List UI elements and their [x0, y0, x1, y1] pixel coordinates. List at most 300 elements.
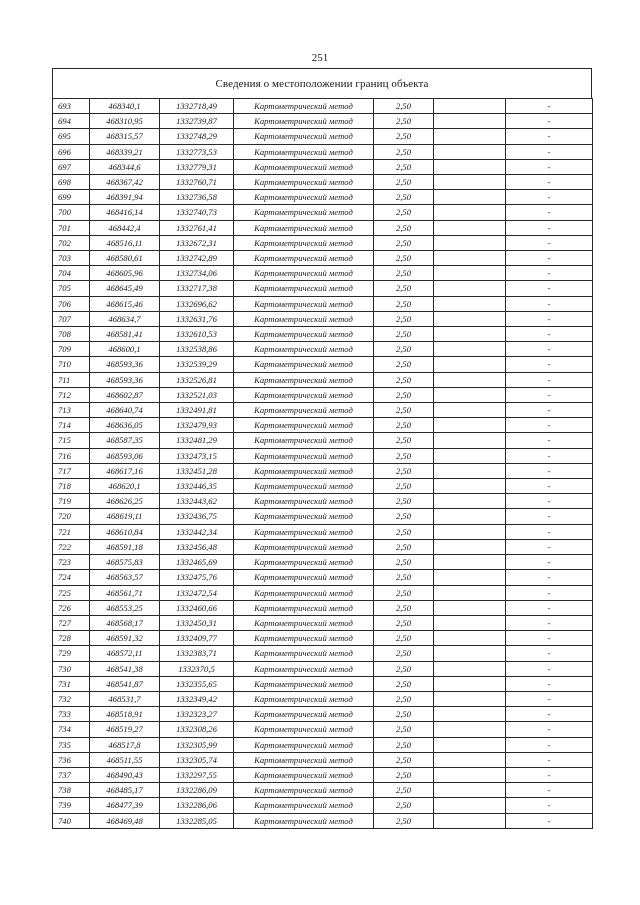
coordinate-y: 1332526,81 [160, 372, 234, 387]
coordinate-y: 1332631,76 [160, 311, 234, 326]
table-row [53, 311, 593, 326]
coordinate-x: 468469,48 [90, 813, 160, 828]
coordinate-y: 1332734,06 [160, 266, 234, 281]
coordinate-x: 468593,36 [90, 372, 160, 387]
description-cell: - [506, 220, 593, 235]
coordinate-x: 468367,42 [90, 175, 160, 190]
determination-method: Картометрический метод [234, 372, 374, 387]
coordinate-y: 1332475,76 [160, 570, 234, 585]
description-cell: - [506, 631, 593, 646]
coordinate-x: 468575,83 [90, 555, 160, 570]
determination-method: Картометрический метод [234, 615, 374, 630]
description-cell: - [506, 418, 593, 433]
determination-method: Картометрический метод [234, 433, 374, 448]
determination-method: Картометрический метод [234, 752, 374, 767]
table-row [53, 175, 593, 190]
description-cell: - [506, 752, 593, 767]
boundary-table-frame [52, 68, 592, 829]
empty-cell [434, 676, 506, 691]
accuracy-value: 2,50 [374, 448, 434, 463]
coordinate-x: 468518,91 [90, 707, 160, 722]
empty-cell [434, 798, 506, 813]
table-row [53, 448, 593, 463]
point-number: 733 [53, 707, 90, 722]
description-cell: - [506, 798, 593, 813]
coordinate-y: 1332465,69 [160, 555, 234, 570]
determination-method: Картометрический метод [234, 661, 374, 676]
point-number: 699 [53, 190, 90, 205]
coordinate-y: 1332718,49 [160, 99, 234, 114]
coordinate-y: 1332436,75 [160, 509, 234, 524]
coordinate-y: 1332383,71 [160, 646, 234, 661]
coordinate-x: 468617,16 [90, 463, 160, 478]
table-row [53, 114, 593, 129]
table-row [53, 737, 593, 752]
accuracy-value: 2,50 [374, 129, 434, 144]
table-row [53, 646, 593, 661]
empty-cell [434, 539, 506, 554]
empty-cell [434, 494, 506, 509]
empty-cell [434, 813, 506, 828]
determination-method: Картометрический метод [234, 144, 374, 159]
point-number: 710 [53, 357, 90, 372]
empty-cell [434, 235, 506, 250]
coordinate-x: 468605,96 [90, 266, 160, 281]
description-cell: - [506, 570, 593, 585]
empty-cell [434, 600, 506, 615]
table-body [53, 99, 593, 829]
determination-method: Картометрический метод [234, 783, 374, 798]
coordinate-y: 1332442,34 [160, 524, 234, 539]
point-number: 718 [53, 479, 90, 494]
table-row [53, 190, 593, 205]
table-row [53, 235, 593, 250]
table-row [53, 479, 593, 494]
description-cell: - [506, 676, 593, 691]
accuracy-value: 2,50 [374, 327, 434, 342]
description-cell: - [506, 175, 593, 190]
determination-method: Картометрический метод [234, 190, 374, 205]
description-cell: - [506, 327, 593, 342]
determination-method: Картометрический метод [234, 691, 374, 706]
coordinate-y: 1332521,03 [160, 387, 234, 402]
coordinate-x: 468563,57 [90, 570, 160, 585]
accuracy-value: 2,50 [374, 205, 434, 220]
determination-method: Картометрический метод [234, 129, 374, 144]
section-title: Сведения о местоположении границ объекта [52, 68, 592, 98]
coordinate-y: 1332460,66 [160, 600, 234, 615]
accuracy-value: 2,50 [374, 99, 434, 114]
empty-cell [434, 646, 506, 661]
table-row [53, 433, 593, 448]
determination-method: Картометрический метод [234, 342, 374, 357]
description-cell: - [506, 281, 593, 296]
determination-method: Картометрический метод [234, 266, 374, 281]
coordinate-y: 1332736,58 [160, 190, 234, 205]
determination-method: Картометрический метод [234, 357, 374, 372]
accuracy-value: 2,50 [374, 494, 434, 509]
table-row [53, 418, 593, 433]
accuracy-value: 2,50 [374, 783, 434, 798]
determination-method: Картометрический метод [234, 463, 374, 478]
description-cell: - [506, 813, 593, 828]
table-row [53, 524, 593, 539]
boundary-points-table [52, 98, 593, 829]
coordinate-x: 468541,87 [90, 676, 160, 691]
point-number: 696 [53, 144, 90, 159]
determination-method: Картометрический метод [234, 205, 374, 220]
accuracy-value: 2,50 [374, 159, 434, 174]
coordinate-x: 468587,35 [90, 433, 160, 448]
empty-cell [434, 585, 506, 600]
empty-cell [434, 737, 506, 752]
table-row [53, 387, 593, 402]
accuracy-value: 2,50 [374, 570, 434, 585]
coordinate-y: 1332760,71 [160, 175, 234, 190]
coordinate-x: 468619,11 [90, 509, 160, 524]
coordinate-y: 1332285,05 [160, 813, 234, 828]
table-row [53, 615, 593, 630]
description-cell: - [506, 448, 593, 463]
point-number: 739 [53, 798, 90, 813]
accuracy-value: 2,50 [374, 646, 434, 661]
description-cell: - [506, 494, 593, 509]
coordinate-x: 468561,71 [90, 585, 160, 600]
determination-method: Картометрический метод [234, 585, 374, 600]
point-number: 719 [53, 494, 90, 509]
coordinate-x: 468602,87 [90, 387, 160, 402]
accuracy-value: 2,50 [374, 175, 434, 190]
accuracy-value: 2,50 [374, 691, 434, 706]
description-cell: - [506, 144, 593, 159]
accuracy-value: 2,50 [374, 524, 434, 539]
coordinate-x: 468553,25 [90, 600, 160, 615]
coordinate-x: 468615,46 [90, 296, 160, 311]
coordinate-y: 1332450,31 [160, 615, 234, 630]
point-number: 712 [53, 387, 90, 402]
coordinate-y: 1332479,93 [160, 418, 234, 433]
description-cell: - [506, 479, 593, 494]
empty-cell [434, 433, 506, 448]
determination-method: Картометрический метод [234, 175, 374, 190]
coordinate-y: 1332305,99 [160, 737, 234, 752]
coordinate-x: 468517,8 [90, 737, 160, 752]
point-number: 698 [53, 175, 90, 190]
table-row [53, 205, 593, 220]
description-cell: - [506, 357, 593, 372]
determination-method: Картометрический метод [234, 539, 374, 554]
coordinate-x: 468640,74 [90, 403, 160, 418]
coordinate-x: 468519,27 [90, 722, 160, 737]
table-row [53, 585, 593, 600]
coordinate-y: 1332779,31 [160, 159, 234, 174]
point-number: 720 [53, 509, 90, 524]
determination-method: Картометрический метод [234, 722, 374, 737]
empty-cell [434, 129, 506, 144]
description-cell: - [506, 342, 593, 357]
determination-method: Картометрический метод [234, 570, 374, 585]
coordinate-y: 1332748,29 [160, 129, 234, 144]
determination-method: Картометрический метод [234, 737, 374, 752]
empty-cell [434, 707, 506, 722]
description-cell: - [506, 311, 593, 326]
table-row [53, 144, 593, 159]
coordinate-x: 468645,49 [90, 281, 160, 296]
coordinate-y: 1332286,06 [160, 798, 234, 813]
point-number: 716 [53, 448, 90, 463]
description-cell: - [506, 387, 593, 402]
determination-method: Картометрический метод [234, 646, 374, 661]
accuracy-value: 2,50 [374, 418, 434, 433]
empty-cell [434, 251, 506, 266]
coordinate-y: 1332308,26 [160, 722, 234, 737]
empty-cell [434, 99, 506, 114]
determination-method: Картометрический метод [234, 418, 374, 433]
point-number: 702 [53, 235, 90, 250]
accuracy-value: 2,50 [374, 403, 434, 418]
point-number: 708 [53, 327, 90, 342]
coordinate-y: 1332481,29 [160, 433, 234, 448]
coordinate-x: 468516,11 [90, 235, 160, 250]
accuracy-value: 2,50 [374, 463, 434, 478]
table-row [53, 129, 593, 144]
accuracy-value: 2,50 [374, 144, 434, 159]
accuracy-value: 2,50 [374, 813, 434, 828]
coordinate-x: 468391,94 [90, 190, 160, 205]
point-number: 732 [53, 691, 90, 706]
description-cell: - [506, 539, 593, 554]
coordinate-x: 468610,84 [90, 524, 160, 539]
coordinate-y: 1332672,31 [160, 235, 234, 250]
coordinate-x: 468591,18 [90, 539, 160, 554]
determination-method: Картометрический метод [234, 555, 374, 570]
coordinate-y: 1332456,48 [160, 539, 234, 554]
accuracy-value: 2,50 [374, 281, 434, 296]
table-row [53, 661, 593, 676]
coordinate-x: 468581,41 [90, 327, 160, 342]
table-row [53, 555, 593, 570]
coordinate-y: 1332761,41 [160, 220, 234, 235]
description-cell: - [506, 372, 593, 387]
coordinate-x: 468591,32 [90, 631, 160, 646]
empty-cell [434, 463, 506, 478]
table-row [53, 509, 593, 524]
accuracy-value: 2,50 [374, 722, 434, 737]
coordinate-x: 468626,25 [90, 494, 160, 509]
determination-method: Картометрический метод [234, 479, 374, 494]
description-cell: - [506, 600, 593, 615]
coordinate-x: 468636,05 [90, 418, 160, 433]
coordinate-y: 1332740,73 [160, 205, 234, 220]
determination-method: Картометрический метод [234, 327, 374, 342]
determination-method: Картометрический метод [234, 220, 374, 235]
point-number: 693 [53, 99, 90, 114]
point-number: 730 [53, 661, 90, 676]
determination-method: Картометрический метод [234, 798, 374, 813]
point-number: 721 [53, 524, 90, 539]
accuracy-value: 2,50 [374, 798, 434, 813]
accuracy-value: 2,50 [374, 190, 434, 205]
empty-cell [434, 767, 506, 782]
empty-cell [434, 281, 506, 296]
point-number: 722 [53, 539, 90, 554]
description-cell: - [506, 615, 593, 630]
coordinate-y: 1332349,42 [160, 691, 234, 706]
accuracy-value: 2,50 [374, 631, 434, 646]
description-cell: - [506, 296, 593, 311]
point-number: 738 [53, 783, 90, 798]
table-row [53, 631, 593, 646]
point-number: 706 [53, 296, 90, 311]
point-number: 729 [53, 646, 90, 661]
empty-cell [434, 372, 506, 387]
coordinate-y: 1332696,62 [160, 296, 234, 311]
coordinate-x: 468340,1 [90, 99, 160, 114]
description-cell: - [506, 661, 593, 676]
empty-cell [434, 159, 506, 174]
accuracy-value: 2,50 [374, 539, 434, 554]
point-number: 728 [53, 631, 90, 646]
point-number: 717 [53, 463, 90, 478]
table-row [53, 798, 593, 813]
empty-cell [434, 357, 506, 372]
accuracy-value: 2,50 [374, 479, 434, 494]
determination-method: Картометрический метод [234, 159, 374, 174]
coordinate-y: 1332610,53 [160, 327, 234, 342]
empty-cell [434, 479, 506, 494]
determination-method: Картометрический метод [234, 524, 374, 539]
point-number: 705 [53, 281, 90, 296]
coordinate-x: 468339,21 [90, 144, 160, 159]
point-number: 711 [53, 372, 90, 387]
empty-cell [434, 114, 506, 129]
accuracy-value: 2,50 [374, 220, 434, 235]
description-cell: - [506, 555, 593, 570]
coordinate-x: 468593,06 [90, 448, 160, 463]
empty-cell [434, 783, 506, 798]
coordinate-x: 468580,61 [90, 251, 160, 266]
empty-cell [434, 220, 506, 235]
accuracy-value: 2,50 [374, 357, 434, 372]
description-cell: - [506, 190, 593, 205]
coordinate-x: 468620,1 [90, 479, 160, 494]
description-cell: - [506, 433, 593, 448]
description-cell: - [506, 159, 593, 174]
table-row [53, 707, 593, 722]
coordinate-y: 1332286,09 [160, 783, 234, 798]
determination-method: Картометрический метод [234, 600, 374, 615]
accuracy-value: 2,50 [374, 585, 434, 600]
determination-method: Картометрический метод [234, 631, 374, 646]
accuracy-value: 2,50 [374, 311, 434, 326]
coordinate-y: 1332539,29 [160, 357, 234, 372]
coordinate-y: 1332739,87 [160, 114, 234, 129]
point-number: 740 [53, 813, 90, 828]
table-row [53, 357, 593, 372]
empty-cell [434, 448, 506, 463]
point-number: 723 [53, 555, 90, 570]
point-number: 727 [53, 615, 90, 630]
point-number: 725 [53, 585, 90, 600]
empty-cell [434, 342, 506, 357]
accuracy-value: 2,50 [374, 342, 434, 357]
table-row [53, 99, 593, 114]
point-number: 700 [53, 205, 90, 220]
point-number: 701 [53, 220, 90, 235]
table-row [53, 494, 593, 509]
accuracy-value: 2,50 [374, 509, 434, 524]
description-cell: - [506, 691, 593, 706]
accuracy-value: 2,50 [374, 661, 434, 676]
table-row [53, 539, 593, 554]
coordinate-y: 1332538,86 [160, 342, 234, 357]
accuracy-value: 2,50 [374, 767, 434, 782]
accuracy-value: 2,50 [374, 372, 434, 387]
point-number: 695 [53, 129, 90, 144]
accuracy-value: 2,50 [374, 676, 434, 691]
table-row [53, 676, 593, 691]
accuracy-value: 2,50 [374, 114, 434, 129]
description-cell: - [506, 114, 593, 129]
coordinate-x: 468511,55 [90, 752, 160, 767]
empty-cell [434, 175, 506, 190]
description-cell: - [506, 266, 593, 281]
determination-method: Картометрический метод [234, 403, 374, 418]
point-number: 704 [53, 266, 90, 281]
determination-method: Картометрический метод [234, 235, 374, 250]
accuracy-value: 2,50 [374, 737, 434, 752]
description-cell: - [506, 403, 593, 418]
coordinate-x: 468531,7 [90, 691, 160, 706]
table-row [53, 813, 593, 828]
description-cell: - [506, 646, 593, 661]
accuracy-value: 2,50 [374, 555, 434, 570]
accuracy-value: 2,50 [374, 707, 434, 722]
coordinate-y: 1332742,89 [160, 251, 234, 266]
empty-cell [434, 311, 506, 326]
coordinate-x: 468485,17 [90, 783, 160, 798]
determination-method: Картометрический метод [234, 509, 374, 524]
table-row [53, 342, 593, 357]
coordinate-y: 1332717,38 [160, 281, 234, 296]
determination-method: Картометрический метод [234, 448, 374, 463]
determination-method: Картометрический метод [234, 707, 374, 722]
accuracy-value: 2,50 [374, 615, 434, 630]
table-row [53, 403, 593, 418]
table-row [53, 281, 593, 296]
empty-cell [434, 266, 506, 281]
determination-method: Картометрический метод [234, 494, 374, 509]
accuracy-value: 2,50 [374, 387, 434, 402]
point-number: 724 [53, 570, 90, 585]
determination-method: Картометрический метод [234, 813, 374, 828]
description-cell: - [506, 251, 593, 266]
coordinate-y: 1332409,77 [160, 631, 234, 646]
table-row [53, 767, 593, 782]
table-row [53, 296, 593, 311]
point-number: 736 [53, 752, 90, 767]
table-row [53, 220, 593, 235]
point-number: 726 [53, 600, 90, 615]
accuracy-value: 2,50 [374, 251, 434, 266]
coordinate-x: 468593,36 [90, 357, 160, 372]
point-number: 707 [53, 311, 90, 326]
table-row [53, 752, 593, 767]
coordinate-y: 1332491,81 [160, 403, 234, 418]
empty-cell [434, 524, 506, 539]
empty-cell [434, 387, 506, 402]
coordinate-x: 468477,39 [90, 798, 160, 813]
